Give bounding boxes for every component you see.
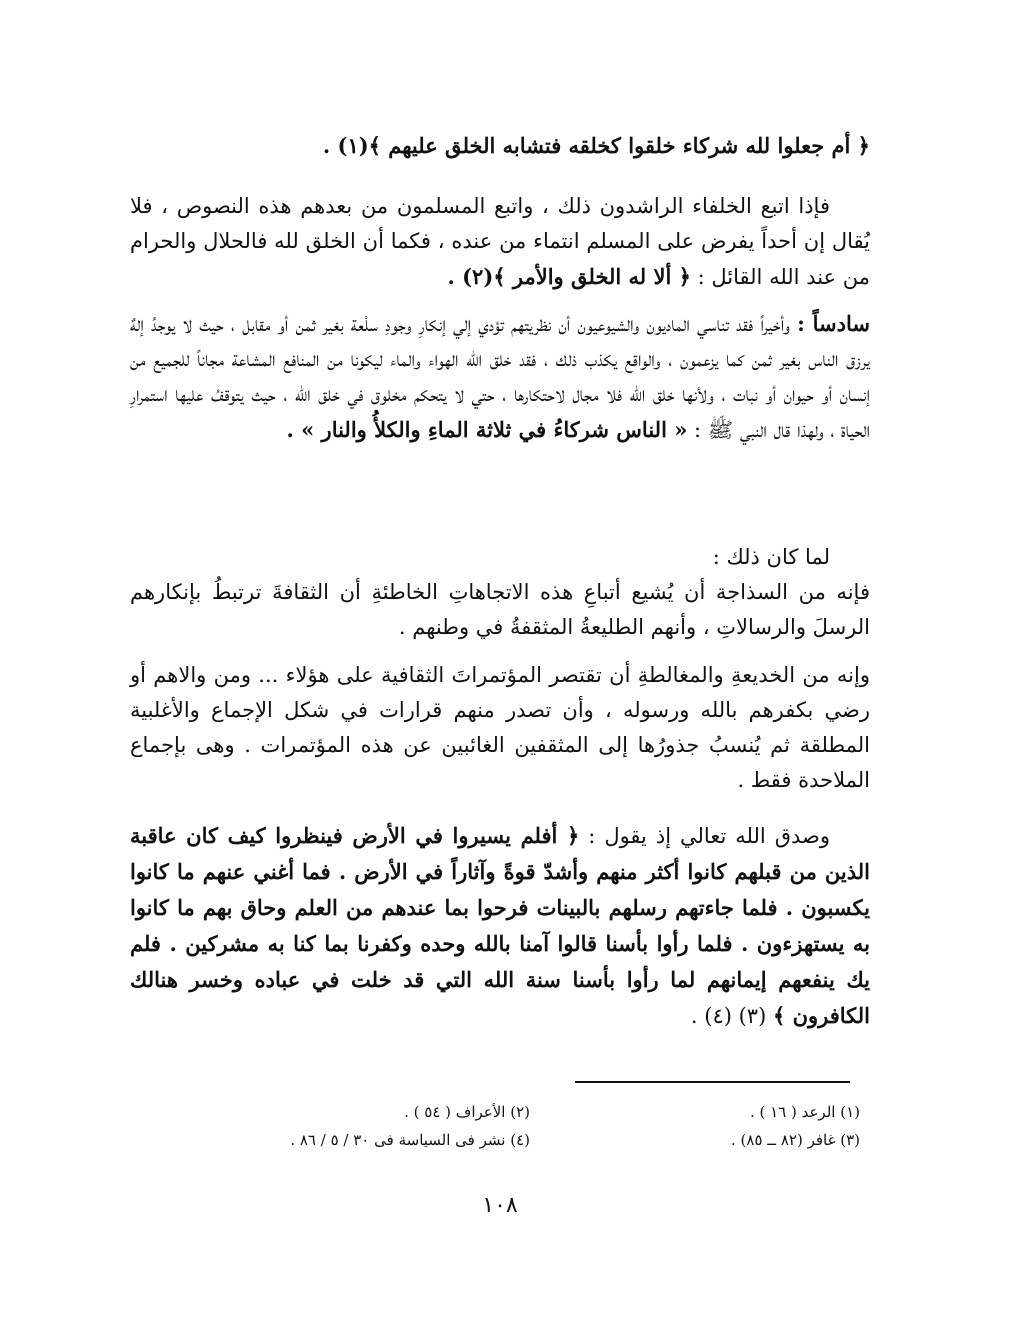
footnote-1: (١) الرعد ( ١٦ ) . [749, 1103, 860, 1121]
verse-line [130, 128, 870, 163]
paragraph-5 [130, 818, 870, 1034]
paragraph-1 [130, 189, 870, 295]
paragraph-3-intro: لما كان ذلك : [712, 545, 830, 569]
footnote-2: (٢) الأعراف ( ٥٤ ) . [404, 1103, 530, 1121]
footnote-refs: (٣) (٤) . [690, 1004, 767, 1028]
paragraph-5-text: وصدق الله تعالي إذ يقول : [588, 824, 830, 848]
quran-verse: ﴿ ألا له الخلق والأمر ﴾(٢) . [447, 264, 691, 289]
paragraph-3-text: فإنه من السذاجة أن يُشيع أتباعِ هذه الاتجاهاتِ الخاطئةِ أن الثقافةَ ترتبطُ بإنكارهم الرسلَ والرسالاتِ ، وأنهم الطليعةُ المثقفةُ في وطنهم . [130, 580, 870, 639]
paragraph-3 [130, 540, 870, 645]
paragraph-2 [130, 306, 870, 448]
footnote-divider [575, 1081, 850, 1083]
hadith-quote: « الناس شركاءُ في ثلاثة الماءِ والكلأُ والنار » . [286, 417, 688, 442]
section-lead: سادساً : [797, 311, 870, 336]
quran-verse: ﴿ أفلم يسيروا في الأرض فينظروا كيف كان عاقبة الذين من قبلهم كانوا أكثر منهم وأشدّ قوةً وآثاراً في الأرض . فما أغني عنهم ما كانوا يكسبون . فلما جاءتهم رسلهم بالبينات فرحوا بما عندهم من العلم وحاق بهم ما كانوا به يستهزءون . فلما رأوا بأسنا قالوا آمنا بالله وحده وكفرنا بما كنا به مشركين . فلم يك ينفعهم إيمانهم لما رأوا بأسنا سنة الله التي قد خلت في عباده وخسر هنالك الكافرون ﴾ [130, 823, 870, 1028]
footnote-3: (٣) غافر (٨٢ ــ ٨٥) . [731, 1131, 860, 1149]
page-number: ١٠٨ [482, 1193, 518, 1218]
paragraph-4 [130, 658, 870, 798]
footnotes [200, 1100, 860, 1152]
quran-verse: ﴿ أم جعلوا لله شركاء خلقوا كخلقه فتشابه الخلق عليهم ﴾(١) . [322, 133, 870, 158]
paragraph-2-text: وأخيراً فقد تناسي الماديون والشيوعيون أن نظريتهم تؤدي إلي إنكارِ وجودِ سلْعة بغير ثمن أو مقابل ، حيث لا يوجدُ إلهٌ يرزق الناس بغير ثمن كما يزعمون ، والواقع يكذب ذلك ، فقد خلق الله الهواء والماء ليكونا من المنافع المشاعة مجاناً للجميع من إنسان أو حيوان أو نبات ، ولأنها خلق الله فلا مجال لاحتكارها ، حتي لا يتحكم مخلوق في خلق الله ، حيث يتوقفُ عليها استمرارِ الحياة ، ولهذا قال النبي ﷺ : [130, 312, 870, 442]
footnote-4: (٤) نشر فى السياسة فى ٣٠ / ٥ / ٨٦ . [290, 1131, 530, 1149]
paragraph-4-text: وإنه من الخديعةِ والمغالطةِ أن تقتصر المؤتمراتَ الثقافية على هؤلاء ... ومن والاهم أو رضي بكفرهم بالله ورسوله ، وأن تصدر منهم قرارات في شكل الإجماع والأغلبية المطلقة ثم يُنسبُ جذورُها إلى المثقفين الغائبين عن هذه المؤتمرات . وهى بإجماع الملاحدة فقط . [130, 663, 870, 792]
paragraph-1-text: فإذا اتبع الخلفاء الراشدون ذلك ، واتبع المسلمون من بعدهم هذه النصوص ، فلا يُقال إن أحداً يفرض على المسلم انتماء من عنده ، فكما أن الخلق لله فالحلال والحرام من عند الله القائل : [130, 194, 870, 289]
